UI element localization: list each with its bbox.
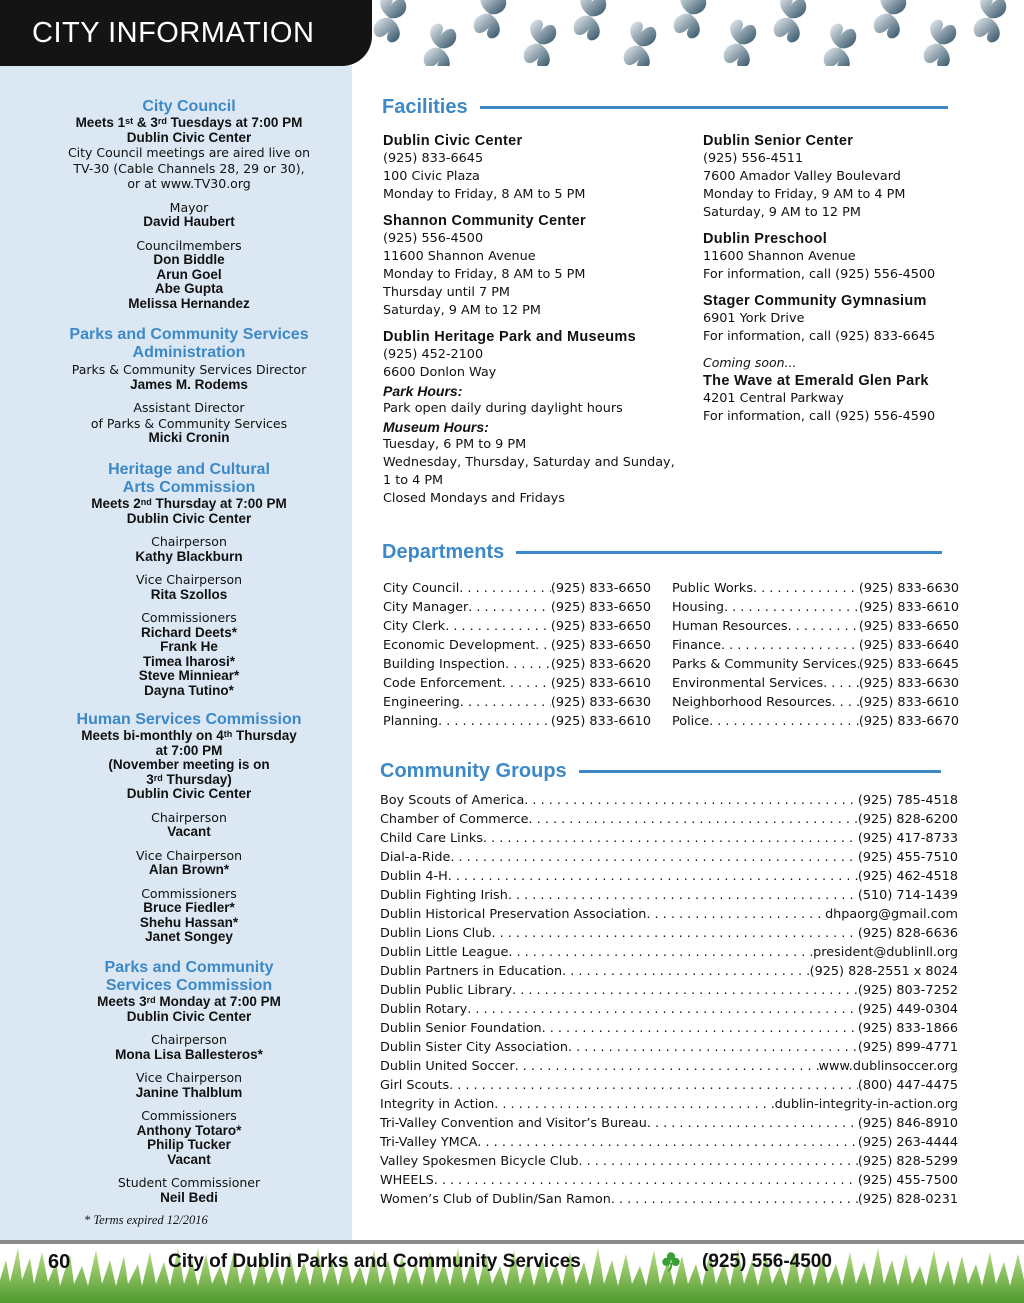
community-group-row <box>380 1190 958 1209</box>
department-row <box>383 674 651 693</box>
leader-dots <box>512 981 858 1000</box>
assistant-label: Assistant Director <box>133 400 245 415</box>
councilmember-name: Don Biddle <box>153 252 225 267</box>
vice-name: Rita Szollos <box>150 586 228 602</box>
department-contact: (925) 833-6650 <box>550 581 651 596</box>
department-contact: (925) 833-6630 <box>858 676 959 691</box>
leader-dots <box>467 1000 858 1019</box>
department-row <box>383 598 651 617</box>
commissioner-name: Timea Iharosi* <box>142 653 236 669</box>
community-group-contact: www.dublinsoccer.org <box>818 1059 958 1074</box>
department-contact: (925) 833-6630 <box>858 581 959 596</box>
park-hours-label: Park Hours: <box>383 383 463 399</box>
community-group-row <box>380 981 958 1000</box>
ordinal: rd <box>157 116 167 126</box>
council-note-line: TV-30 (Cable Channels 28, 29 or 30), <box>73 160 305 176</box>
department-row <box>383 636 651 655</box>
meeting-text: Meets 3 <box>97 994 147 1009</box>
vice-label: Vice Chairperson <box>135 572 243 587</box>
leader-dots <box>529 810 858 829</box>
department-row <box>672 636 959 655</box>
facility-line: 100 Civic Plaza <box>383 169 480 184</box>
facility-line: Saturday, 9 AM to 12 PM <box>703 205 861 220</box>
facility-line: Tuesday, 6 PM to 9 PM <box>383 437 527 452</box>
leader-dots <box>562 962 810 981</box>
leader-dots <box>468 598 551 617</box>
community-group-contact: (800) 447-4475 <box>857 1078 958 1093</box>
community-group-name: Dublin Partners in Education <box>380 964 563 979</box>
department-row <box>383 617 651 636</box>
community-group-contact: (925) 455-7510 <box>857 850 958 865</box>
parks-admin-heading: Administration <box>132 344 246 361</box>
community-groups-list <box>380 791 958 1209</box>
department-contact: (925) 833-6650 <box>550 619 651 634</box>
museum-hours-label: Museum Hours: <box>383 419 489 435</box>
community-group-name: Dublin United Soccer <box>380 1059 515 1074</box>
community-group-contact: dublin-integrity-in-action.org <box>774 1097 958 1112</box>
assistant-label: of Parks & Community Services <box>90 415 288 431</box>
commissioner-name: Shehu Hassan* <box>139 914 239 930</box>
heritage-block <box>0 461 378 698</box>
department-name: Police <box>672 714 710 729</box>
facility-name: Dublin Senior Center <box>703 133 854 149</box>
human-services-block <box>0 711 378 945</box>
parks-commission-block <box>0 959 378 1205</box>
human-services-meeting <box>0 773 378 788</box>
facility-line: Saturday, 9 AM to 12 PM <box>383 303 541 318</box>
departments-right <box>672 579 959 731</box>
city-council-location: Dublin Civic Center <box>126 129 252 145</box>
facility-line: Wednesday, Thursday, Saturday and Sunday, <box>383 455 675 470</box>
community-group-contact: (925) 828-6200 <box>857 812 958 827</box>
facility-line: 6600 Donlon Way <box>383 365 497 380</box>
facilities-left-column <box>383 132 693 508</box>
facility-line: 4201 Central Parkway <box>703 391 844 406</box>
meeting-text: Meets 2 <box>91 496 141 511</box>
community-group-name: Dublin 4-H <box>380 869 448 884</box>
department-name: Public Works <box>672 581 754 596</box>
community-group-row <box>380 810 958 829</box>
commissioner-name: Dayna Tutino* <box>144 682 234 698</box>
page-header <box>0 0 1024 66</box>
terms-note: * Terms expired 12/2016 <box>84 1213 208 1227</box>
council-note-line: City Council meetings are aired live on <box>67 145 311 160</box>
community-group-row <box>380 905 958 924</box>
community-groups-heading: Community Groups <box>380 760 567 782</box>
department-row <box>383 712 651 731</box>
department-row <box>672 655 959 674</box>
department-row <box>672 674 959 693</box>
facility-line: 7600 Amador Valley Boulevard <box>703 169 901 184</box>
leader-dots <box>788 617 859 636</box>
human-services-meeting <box>0 729 378 744</box>
community-group-contact: dhpaorg@gmail.com <box>825 907 958 922</box>
commissioners-label: Commissioners <box>141 1108 237 1123</box>
department-name: Engineering <box>383 695 460 710</box>
assistant-name: Micki Cronin <box>148 430 230 445</box>
commissioner-name: Steve Minniear* <box>138 668 240 683</box>
ordinal: rd <box>153 772 163 783</box>
community-group-row <box>380 1171 958 1190</box>
department-contact: (925) 833-6610 <box>858 695 959 710</box>
facilities-heading: Facilities <box>382 96 468 118</box>
community-group-contact: (925) 846-8910 <box>857 1116 958 1131</box>
councilmember-name: Melissa Hernandez <box>128 295 250 311</box>
commissioners-label: Commissioners <box>141 885 237 901</box>
departments-header <box>382 541 942 564</box>
parks-admin-block <box>0 326 378 446</box>
facility-line: Thursday until 7 PM <box>383 285 510 300</box>
leader-dots <box>721 636 859 655</box>
community-group-row <box>380 886 958 905</box>
city-council-heading: City Council <box>142 98 236 115</box>
leader-dots <box>494 1095 774 1114</box>
commissioner-name: Philip Tucker <box>147 1137 231 1152</box>
parks-commission-heading: Services Commission <box>105 977 273 994</box>
department-contact: (925) 833-6620 <box>550 657 651 672</box>
facility-line: (925) 452-2100 <box>383 347 484 362</box>
facility-line: For information, call (925) 556-4590 <box>703 409 936 424</box>
facility-name: Shannon Community Center <box>383 213 586 229</box>
leader-dots <box>448 867 858 886</box>
department-name: Code Enforcement <box>383 676 502 691</box>
community-group-name: Boy Scouts of America <box>380 793 525 808</box>
parks-commission-heading: Parks and Community <box>104 959 274 976</box>
community-group-name: Dublin Senior Foundation <box>380 1021 542 1036</box>
leader-dots <box>832 693 859 712</box>
ordinal: nd <box>140 497 152 507</box>
heading-rule <box>480 106 948 109</box>
heritage-meeting <box>0 497 378 512</box>
heading-rule <box>516 551 942 554</box>
council-note-line: or at www.TV30.org <box>127 176 251 191</box>
facility-name: Stager Community Gymnasium <box>703 293 927 309</box>
leader-dots <box>438 712 551 731</box>
department-name: Neighborhood Resources <box>672 695 832 710</box>
community-group-name: Dublin Rotary <box>380 1002 468 1017</box>
leader-dots <box>524 791 858 810</box>
community-group-name: Dial-a-Ride <box>380 850 451 865</box>
department-contact: (925) 833-6650 <box>858 619 959 634</box>
departments-heading: Departments <box>382 541 505 563</box>
community-groups-header <box>380 760 941 783</box>
leader-dots <box>450 848 858 867</box>
department-contact: (925) 833-6650 <box>550 638 651 653</box>
community-group-name: Dublin Fighting Irish <box>380 888 508 903</box>
community-group-row <box>380 1057 958 1076</box>
department-name: Housing <box>672 600 725 615</box>
community-group-contact: (510) 714-1439 <box>857 888 958 903</box>
vice-label: Vice Chairperson <box>135 1070 243 1085</box>
community-group-row <box>380 1000 958 1019</box>
chair-label: Chairperson <box>151 534 227 549</box>
community-group-contact: (925) 455-7500 <box>857 1173 958 1188</box>
human-services-location: Dublin Civic Center <box>126 786 252 801</box>
chair-name: Kathy Blackburn <box>135 548 243 564</box>
page-title: CITY INFORMATION <box>32 17 315 49</box>
facility-name: Dublin Preschool <box>703 231 828 247</box>
facility-name: The Wave at Emerald Glen Park <box>703 373 929 389</box>
facility-line: 11600 Shannon Avenue <box>703 249 856 264</box>
leader-dots <box>535 636 551 655</box>
community-group-contact: (925) 828-2551 x 8024 <box>809 964 958 979</box>
heading-rule <box>579 770 941 773</box>
facilities-header <box>382 96 948 119</box>
department-name: Finance <box>672 638 721 653</box>
chair-label: Chairperson <box>151 1032 227 1047</box>
leader-dots <box>579 1152 858 1171</box>
department-name: City Manager <box>383 600 469 615</box>
leader-dots <box>753 579 859 598</box>
commissioner-name: Janet Songey <box>145 929 233 944</box>
department-row <box>672 579 959 598</box>
leader-dots <box>542 1019 858 1038</box>
community-group-row <box>380 943 958 962</box>
community-group-contact: (925) 449-0304 <box>857 1002 958 1017</box>
community-group-contact: president@dublinll.org <box>813 945 958 960</box>
facility-line: (925) 833-6645 <box>383 151 484 166</box>
community-group-name: Chamber of Commerce <box>380 812 529 827</box>
leader-dots <box>502 674 551 693</box>
city-council-block <box>0 98 378 311</box>
department-row <box>672 598 959 617</box>
director-name: James M. Rodems <box>130 376 248 392</box>
meeting-text: Thursday) <box>162 771 232 787</box>
department-row <box>383 693 651 712</box>
leader-dots <box>508 886 858 905</box>
department-contact: (925) 833-6630 <box>550 695 651 710</box>
councilmember-name: Arun Goel <box>156 266 222 282</box>
community-group-contact: (925) 833-1866 <box>857 1021 958 1036</box>
leader-dots <box>709 712 859 731</box>
community-group-row <box>380 829 958 848</box>
meeting-text: Tuesdays at 7:00 PM <box>166 115 303 130</box>
community-group-contact: (925) 803-7252 <box>857 983 958 998</box>
director-label: Parks & Community Services Director <box>71 362 307 377</box>
facility-line: Monday to Friday, 8 AM to 5 PM <box>383 187 586 202</box>
meeting-text: Thursday <box>232 728 297 743</box>
leader-dots <box>434 1171 858 1190</box>
human-services-heading: Human Services Commission <box>76 711 302 728</box>
leader-dots <box>460 693 551 712</box>
community-group-contact: (925) 828-5299 <box>857 1154 958 1169</box>
department-contact: (925) 833-6650 <box>550 600 651 615</box>
leader-dots <box>505 655 551 674</box>
community-group-row <box>380 848 958 867</box>
student-label: Student Commissioner <box>117 1175 261 1190</box>
facility-line: (925) 556-4500 <box>383 231 484 246</box>
parks-admin-heading: Parks and Community Services <box>69 326 309 343</box>
community-group-name: Women’s Club of Dublin/San Ramon <box>380 1192 611 1207</box>
department-name: Human Resources <box>672 619 788 634</box>
community-group-row <box>380 924 958 943</box>
facility-line: Closed Mondays and Fridays <box>383 491 565 506</box>
footer-title: City of Dublin Parks and Community Services <box>168 1251 581 1272</box>
community-group-contact: (925) 417-8733 <box>857 831 958 846</box>
page-number: 60 <box>48 1251 71 1273</box>
commissioners-label: Commissioners <box>141 610 237 625</box>
facility-line: 6901 York Drive <box>703 311 805 326</box>
chair-label: Chairperson <box>151 809 227 825</box>
community-group-row <box>380 1133 958 1152</box>
community-group-row <box>380 1114 958 1133</box>
leader-dots <box>477 1133 858 1152</box>
facility-line: (925) 556-4511 <box>703 151 804 166</box>
leader-dots <box>515 1057 819 1076</box>
community-group-contact: (925) 263-4444 <box>857 1135 958 1150</box>
facility-line: 11600 Shannon Avenue <box>383 249 536 264</box>
community-group-row <box>380 1019 958 1038</box>
community-group-name: Child Care Links <box>380 831 483 846</box>
heritage-heading: Heritage and Cultural <box>108 461 270 478</box>
leader-dots <box>459 579 551 598</box>
community-group-contact: (925) 462-4518 <box>857 869 958 884</box>
leader-dots <box>508 943 813 962</box>
shamrock-icon <box>660 1250 682 1272</box>
community-group-name: Dublin Lions Club <box>380 926 492 941</box>
mayor-label: Mayor <box>169 199 209 215</box>
facility-name: Dublin Heritage Park and Museums <box>383 329 636 345</box>
commissioner-name: Frank He <box>160 639 218 654</box>
department-row <box>672 693 959 712</box>
leader-dots <box>449 1076 858 1095</box>
department-name: City Clerk <box>383 619 446 634</box>
ordinal: st <box>125 116 134 126</box>
commissioner-name: Richard Deets* <box>140 624 238 640</box>
leader-dots <box>568 1038 858 1057</box>
department-row <box>672 617 959 636</box>
leader-dots <box>647 1114 858 1133</box>
heritage-heading: Arts Commission <box>122 479 256 496</box>
meeting-text: Monday at 7:00 PM <box>155 994 281 1009</box>
parks-commission-meeting <box>0 995 378 1010</box>
human-services-meeting: (November meeting is on <box>108 757 270 772</box>
community-group-contact: (925) 785-4518 <box>857 793 958 808</box>
department-contact: (925) 833-6640 <box>858 638 959 653</box>
meeting-text: Thursday at 7:00 PM <box>151 496 287 511</box>
facility-line: 1 to 4 PM <box>383 473 444 488</box>
community-group-name: Dublin Public Library <box>380 983 513 998</box>
department-contact: (925) 833-6610 <box>858 600 959 615</box>
community-group-row <box>380 867 958 886</box>
leader-dots <box>611 1190 858 1209</box>
page-footer <box>0 1240 1024 1303</box>
meeting-text: Meets bi-monthly on 4 <box>81 728 224 743</box>
vice-label: Vice Chairperson <box>135 847 243 863</box>
department-row <box>672 712 959 731</box>
community-group-contact: (925) 828-0231 <box>857 1192 958 1207</box>
community-group-name: Tri-Valley Convention and Visitor’s Bureau <box>380 1116 647 1131</box>
department-name: City Council <box>383 581 460 596</box>
department-contact: (925) 833-6610 <box>550 714 651 729</box>
facility-line: Monday to Friday, 9 AM to 4 PM <box>703 187 906 202</box>
leader-dots <box>646 905 825 924</box>
commissioner-name: Vacant <box>167 1151 211 1167</box>
facility-line: Park open daily during daylight hours <box>383 401 623 416</box>
human-services-meeting: at 7:00 PM <box>155 742 223 758</box>
community-group-row <box>380 791 958 810</box>
vice-name: Janine Thalblum <box>135 1084 243 1100</box>
community-group-row <box>380 1038 958 1057</box>
chair-name: Mona Lisa Ballesteros* <box>115 1046 263 1062</box>
commissioner-name: Bruce Fiedler* <box>143 900 235 915</box>
heritage-location: Dublin Civic Center <box>126 510 252 526</box>
community-group-row <box>380 962 958 981</box>
community-group-row <box>380 1095 958 1114</box>
ordinal: th <box>223 729 233 739</box>
meeting-text: Meets 1 <box>75 115 126 130</box>
department-name: Parks & Community Services <box>672 657 857 672</box>
department-row <box>383 655 651 674</box>
community-group-contact: (925) 828-6636 <box>857 926 958 941</box>
facility-name: Dublin Civic Center <box>383 133 523 149</box>
community-group-contact: (925) 899-4771 <box>857 1040 958 1055</box>
community-group-row <box>380 1152 958 1171</box>
councilmembers-label: Councilmembers <box>136 237 242 253</box>
department-name: Planning <box>383 714 439 729</box>
community-group-name: Dublin Historical Preservation Association <box>380 907 647 922</box>
department-name: Building Inspection <box>383 657 506 672</box>
department-contact: (925) 833-6610 <box>550 676 651 691</box>
leader-dots <box>483 829 858 848</box>
city-council-meeting <box>0 116 378 131</box>
ordinal: rd <box>146 995 156 1005</box>
department-name: Environmental Services <box>672 676 824 691</box>
community-group-name: Integrity in Action <box>380 1097 495 1112</box>
department-name: Economic Development <box>383 638 536 653</box>
community-group-name: Dublin Little League <box>380 945 509 960</box>
leader-dots <box>724 598 859 617</box>
councilmember-name: Abe Gupta <box>154 281 224 296</box>
community-group-name: WHEELS <box>380 1173 434 1188</box>
meeting-text: 3 <box>146 771 154 787</box>
department-contact: (925) 833-6645 <box>858 657 959 672</box>
community-group-row <box>380 1076 958 1095</box>
leader-dots <box>445 617 551 636</box>
meeting-text: & 3 <box>133 115 158 130</box>
mayor-name: David Haubert <box>143 214 235 229</box>
clover-pattern-decoration <box>350 0 1024 66</box>
facilities-right-column <box>703 132 993 426</box>
department-row <box>383 579 651 598</box>
community-group-name: Dublin Sister City Association <box>380 1040 568 1055</box>
community-group-name: Valley Spokesmen Bicycle Club <box>380 1154 579 1169</box>
community-group-name: Girl Scouts <box>380 1078 450 1093</box>
leader-dots <box>491 924 857 943</box>
community-group-name: Tri-Valley YMCA <box>380 1135 478 1150</box>
facility-line: Monday to Friday, 8 AM to 5 PM <box>383 267 586 282</box>
commissioner-name: Anthony Totaro* <box>136 1122 242 1138</box>
leader-dots <box>823 674 859 693</box>
department-contact: (925) 833-6670 <box>858 714 959 729</box>
student-name: Neil Bedi <box>160 1189 218 1205</box>
coming-soon-label: Coming soon... <box>703 355 797 370</box>
footer-phone: (925) 556-4500 <box>702 1251 832 1272</box>
facility-line: For information, call (925) 833-6645 <box>703 329 936 344</box>
departments-left <box>383 579 651 731</box>
chair-name: Vacant <box>167 824 211 839</box>
parks-commission-location: Dublin Civic Center <box>126 1008 252 1024</box>
facility-line: For information, call (925) 556-4500 <box>703 267 936 282</box>
vice-name: Alan Brown* <box>148 862 230 877</box>
